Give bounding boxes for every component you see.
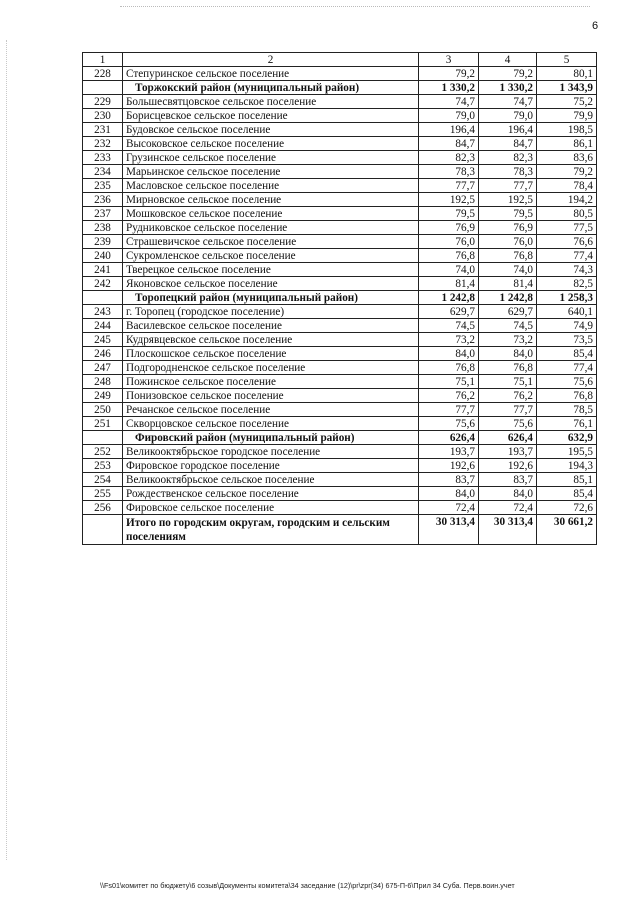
- row-value-col4: 77,7: [479, 403, 537, 417]
- row-name: Страшевичское сельское поселение: [123, 235, 419, 249]
- row-value-col4: 629,7: [479, 305, 537, 319]
- row-value-col5: 30 661,2: [537, 515, 597, 545]
- row-number: 234: [83, 165, 123, 179]
- row-name: Фировское сельское поселение: [123, 501, 419, 515]
- row-name: Яконовское сельское поселение: [123, 277, 419, 291]
- row-value-col5: 640,1: [537, 305, 597, 319]
- row-value-col4: 1 242,8: [479, 291, 537, 305]
- row-value-col3: 193,7: [419, 445, 479, 459]
- row-value-col5: 77,5: [537, 221, 597, 235]
- row-value-col4: 77,7: [479, 179, 537, 193]
- budget-table: [82, 52, 597, 545]
- row-number: 236: [83, 193, 123, 207]
- row-number: 235: [83, 179, 123, 193]
- table-row: [83, 403, 597, 417]
- row-name: Великооктябрьское сельское поселение: [123, 473, 419, 487]
- row-value-col4: 78,3: [479, 165, 537, 179]
- row-value-col5: 194,2: [537, 193, 597, 207]
- row-value-col5: 74,3: [537, 263, 597, 277]
- row-value-col4: 73,2: [479, 333, 537, 347]
- row-name: Рудниковское сельское поселение: [123, 221, 419, 235]
- row-number: 243: [83, 305, 123, 319]
- row-name: Итого по городским округам, городским и сельским поселениям: [123, 515, 419, 545]
- row-name: Борисцевское сельское поселение: [123, 109, 419, 123]
- row-value-col4: 196,4: [479, 123, 537, 137]
- row-number: 231: [83, 123, 123, 137]
- table-row: [83, 151, 597, 165]
- row-value-col4: 83,7: [479, 473, 537, 487]
- row-value-col5: 75,2: [537, 95, 597, 109]
- row-name: Фировское городское поселение: [123, 459, 419, 473]
- scan-left-marks: [6, 40, 7, 860]
- row-value-col5: 73,5: [537, 333, 597, 347]
- row-value-col3: 75,6: [419, 417, 479, 431]
- row-value-col4: 79,0: [479, 109, 537, 123]
- row-value-col3: 74,0: [419, 263, 479, 277]
- row-value-col3: 629,7: [419, 305, 479, 319]
- row-value-col5: 79,2: [537, 165, 597, 179]
- header-col-3: 3: [419, 53, 479, 67]
- table-row: [83, 501, 597, 515]
- row-name: Рождественское сельское поселение: [123, 487, 419, 501]
- header-col-1: 1: [83, 53, 123, 67]
- row-value-col3: 78,3: [419, 165, 479, 179]
- row-value-col3: 84,0: [419, 487, 479, 501]
- row-number: 247: [83, 361, 123, 375]
- table-row: [83, 95, 597, 109]
- row-number: 242: [83, 277, 123, 291]
- row-value-col5: 72,6: [537, 501, 597, 515]
- row-value-col3: 192,5: [419, 193, 479, 207]
- table-row: [83, 319, 597, 333]
- header-col-2: 2: [123, 53, 419, 67]
- row-value-col5: 76,6: [537, 235, 597, 249]
- row-value-col3: 84,7: [419, 137, 479, 151]
- row-value-col4: 75,1: [479, 375, 537, 389]
- row-number: 232: [83, 137, 123, 151]
- row-value-col4: 76,8: [479, 249, 537, 263]
- table-row: [83, 137, 597, 151]
- row-value-col4: 84,0: [479, 487, 537, 501]
- row-number: 229: [83, 95, 123, 109]
- row-name: Речанское сельское поселение: [123, 403, 419, 417]
- table-header-row: [83, 53, 597, 67]
- row-name: Сукромленское сельское поселение: [123, 249, 419, 263]
- row-name: Степуринское сельское поселение: [123, 67, 419, 81]
- row-value-col3: 82,3: [419, 151, 479, 165]
- row-value-col3: 76,2: [419, 389, 479, 403]
- row-value-col3: 79,2: [419, 67, 479, 81]
- row-number: 255: [83, 487, 123, 501]
- row-number: 239: [83, 235, 123, 249]
- table-row: [83, 417, 597, 431]
- row-value-col5: 632,9: [537, 431, 597, 445]
- row-number: 253: [83, 459, 123, 473]
- row-value-col3: 75,1: [419, 375, 479, 389]
- row-name: Василевское сельское поселение: [123, 319, 419, 333]
- table-row: [83, 207, 597, 221]
- row-value-col4: 76,0: [479, 235, 537, 249]
- row-value-col3: 79,0: [419, 109, 479, 123]
- table-row: [83, 333, 597, 347]
- row-number: 256: [83, 501, 123, 515]
- row-number: 248: [83, 375, 123, 389]
- row-number: 249: [83, 389, 123, 403]
- table-row: [83, 109, 597, 123]
- row-value-col5: 79,9: [537, 109, 597, 123]
- row-value-col4: 84,7: [479, 137, 537, 151]
- table-row: [83, 263, 597, 277]
- row-value-col4: 82,3: [479, 151, 537, 165]
- row-name: Фировский район (муниципальный район): [123, 431, 419, 445]
- row-value-col5: 77,4: [537, 249, 597, 263]
- row-value-col5: 194,3: [537, 459, 597, 473]
- row-value-col5: 80,5: [537, 207, 597, 221]
- row-value-col3: 192,6: [419, 459, 479, 473]
- row-name: Кудрявцевское сельское поселение: [123, 333, 419, 347]
- row-value-col4: 626,4: [479, 431, 537, 445]
- row-value-col4: 75,6: [479, 417, 537, 431]
- table-row: [83, 375, 597, 389]
- row-value-col5: 80,1: [537, 67, 597, 81]
- row-number: 252: [83, 445, 123, 459]
- row-value-col4: 74,0: [479, 263, 537, 277]
- district-row: [83, 81, 597, 95]
- row-value-col4: 192,6: [479, 459, 537, 473]
- row-value-col5: 77,4: [537, 361, 597, 375]
- row-value-col3: 76,8: [419, 361, 479, 375]
- row-name: Понизовское сельское поселение: [123, 389, 419, 403]
- row-value-col4: 76,8: [479, 361, 537, 375]
- row-value-col5: 83,6: [537, 151, 597, 165]
- row-value-col4: 74,7: [479, 95, 537, 109]
- row-number: 240: [83, 249, 123, 263]
- row-value-col3: 83,7: [419, 473, 479, 487]
- row-name: Большесвятцовское сельское поселение: [123, 95, 419, 109]
- row-value-col5: 86,1: [537, 137, 597, 151]
- row-value-col4: 30 313,4: [479, 515, 537, 545]
- row-value-col4: 84,0: [479, 347, 537, 361]
- row-number: 241: [83, 263, 123, 277]
- row-value-col5: 195,5: [537, 445, 597, 459]
- row-number: 250: [83, 403, 123, 417]
- budget-table-body: [83, 53, 597, 545]
- row-value-col3: 76,9: [419, 221, 479, 235]
- row-value-col5: 75,6: [537, 375, 597, 389]
- table-row: [83, 459, 597, 473]
- row-value-col3: 73,2: [419, 333, 479, 347]
- row-name: Подгородненское сельское поселение: [123, 361, 419, 375]
- row-value-col3: 626,4: [419, 431, 479, 445]
- row-number: [83, 291, 123, 305]
- row-value-col3: 77,7: [419, 403, 479, 417]
- table-row: [83, 473, 597, 487]
- file-path-footer: \\Fs01\комитет по бюджету\6 созыв\Документы комитета\34 заседание (12)\pr\zpr(34) 675-П-6\Прил 34 Суба. Перв.воин.учет: [100, 881, 515, 890]
- table-row: [83, 389, 597, 403]
- district-row: [83, 431, 597, 445]
- row-name: Будовское сельское поселение: [123, 123, 419, 137]
- row-name: Тверецкое сельское поселение: [123, 263, 419, 277]
- row-value-col5: 85,4: [537, 347, 597, 361]
- row-value-col5: 1 258,3: [537, 291, 597, 305]
- row-number: 245: [83, 333, 123, 347]
- row-number: 238: [83, 221, 123, 235]
- scan-top-rule: [120, 6, 590, 7]
- row-value-col5: 1 343,9: [537, 81, 597, 95]
- table-row: [83, 361, 597, 375]
- row-name: Пожинское сельское поселение: [123, 375, 419, 389]
- row-value-col3: 72,4: [419, 501, 479, 515]
- row-name: Мирновское сельское поселение: [123, 193, 419, 207]
- row-value-col4: 81,4: [479, 277, 537, 291]
- row-name: Масловское сельское поселение: [123, 179, 419, 193]
- table-row: [83, 123, 597, 137]
- row-value-col4: 76,2: [479, 389, 537, 403]
- row-number: [83, 515, 123, 545]
- row-value-col4: 192,5: [479, 193, 537, 207]
- table-row: [83, 235, 597, 249]
- row-value-col4: 74,5: [479, 319, 537, 333]
- header-col-4: 4: [479, 53, 537, 67]
- row-number: 230: [83, 109, 123, 123]
- row-value-col4: 79,5: [479, 207, 537, 221]
- row-value-col5: 198,5: [537, 123, 597, 137]
- row-number: 237: [83, 207, 123, 221]
- row-value-col3: 1 242,8: [419, 291, 479, 305]
- row-value-col5: 74,9: [537, 319, 597, 333]
- row-name: Грузинское сельское поселение: [123, 151, 419, 165]
- row-value-col5: 76,1: [537, 417, 597, 431]
- row-value-col5: 78,5: [537, 403, 597, 417]
- row-value-col3: 74,7: [419, 95, 479, 109]
- district-row: [83, 291, 597, 305]
- row-number: 251: [83, 417, 123, 431]
- row-value-col3: 74,5: [419, 319, 479, 333]
- total-row: [83, 515, 597, 545]
- table-row: [83, 179, 597, 193]
- row-number: 254: [83, 473, 123, 487]
- row-value-col3: 81,4: [419, 277, 479, 291]
- table-row: [83, 277, 597, 291]
- row-value-col3: 76,0: [419, 235, 479, 249]
- row-value-col5: 85,4: [537, 487, 597, 501]
- row-value-col3: 30 313,4: [419, 515, 479, 545]
- row-value-col3: 84,0: [419, 347, 479, 361]
- table-row: [83, 221, 597, 235]
- row-value-col5: 85,1: [537, 473, 597, 487]
- row-value-col4: 193,7: [479, 445, 537, 459]
- row-name: Торжокский район (муниципальный район): [123, 81, 419, 95]
- row-value-col3: 79,5: [419, 207, 479, 221]
- row-name: Плоскошское сельское поселение: [123, 347, 419, 361]
- row-name: Мошковское сельское поселение: [123, 207, 419, 221]
- table-row: [83, 67, 597, 81]
- table-row: [83, 445, 597, 459]
- row-name: Великооктябрьское городское поселение: [123, 445, 419, 459]
- row-number: 228: [83, 67, 123, 81]
- row-name: г. Торопец (городское поселение): [123, 305, 419, 319]
- table-row: [83, 347, 597, 361]
- page-number: 6: [592, 20, 599, 32]
- row-name: Марьинское сельское поселение: [123, 165, 419, 179]
- row-value-col5: 78,4: [537, 179, 597, 193]
- row-number: 233: [83, 151, 123, 165]
- row-value-col4: 79,2: [479, 67, 537, 81]
- row-number: [83, 81, 123, 95]
- header-col-5: 5: [537, 53, 597, 67]
- row-number: 244: [83, 319, 123, 333]
- row-value-col5: 82,5: [537, 277, 597, 291]
- row-value-col4: 1 330,2: [479, 81, 537, 95]
- row-value-col3: 76,8: [419, 249, 479, 263]
- row-value-col3: 77,7: [419, 179, 479, 193]
- row-value-col4: 72,4: [479, 501, 537, 515]
- row-value-col3: 196,4: [419, 123, 479, 137]
- row-name: Высоковское сельское поселение: [123, 137, 419, 151]
- table-row: [83, 487, 597, 501]
- row-number: [83, 431, 123, 445]
- table-row: [83, 165, 597, 179]
- row-value-col4: 76,9: [479, 221, 537, 235]
- row-name: Скворцовское сельское поселение: [123, 417, 419, 431]
- table-row: [83, 249, 597, 263]
- row-name: Торопецкий район (муниципальный район): [123, 291, 419, 305]
- row-value-col3: 1 330,2: [419, 81, 479, 95]
- table-row: [83, 305, 597, 319]
- row-number: 246: [83, 347, 123, 361]
- row-value-col5: 76,8: [537, 389, 597, 403]
- table-row: [83, 193, 597, 207]
